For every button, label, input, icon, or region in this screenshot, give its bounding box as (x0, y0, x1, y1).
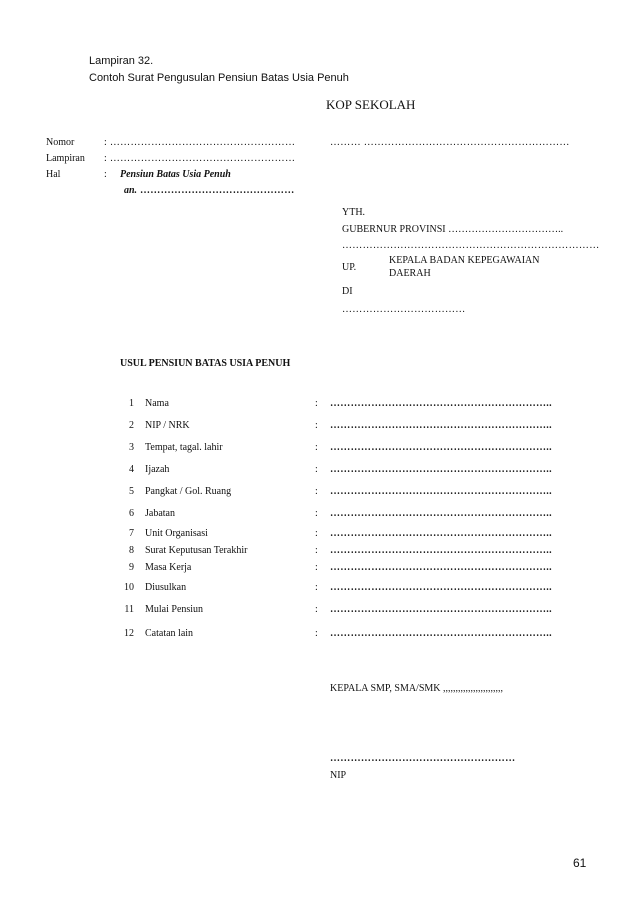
letterhead-placeholder: KOP SEKOLAH (326, 97, 416, 112)
row-number: 10 (124, 582, 134, 593)
row-number: 12 (124, 628, 134, 639)
recipient-yth: YTH. (342, 207, 366, 218)
row-colon: : (315, 582, 318, 593)
row-colon: : (315, 528, 318, 539)
row-value: ……………………………………………………….. (330, 464, 552, 475)
row-label: Ijazah (145, 464, 170, 475)
row-value: ……………………………………………………….. (330, 398, 552, 409)
attachment-number: Lampiran 32. (89, 55, 154, 67)
row-label: Masa Kerja (145, 562, 192, 573)
recipient-up-line1: KEPALA BADAN KEPEGAWAIAN (389, 255, 540, 266)
row-colon: : (315, 562, 318, 573)
row-value: ……………………………………………………….. (330, 420, 552, 431)
row-label: Catatan lain (145, 628, 194, 639)
page-number: 61 (573, 856, 587, 870)
row-colon: : (315, 508, 318, 519)
recipient-up-line2: DAERAH (389, 268, 431, 279)
row-label: Unit Organisasi (145, 528, 208, 539)
row-value: ……………………………………………………….. (330, 582, 552, 593)
row-colon: : (315, 442, 318, 453)
row-value: ……………………………………………………….. (330, 562, 552, 573)
row-colon: : (315, 545, 318, 556)
row-number: 4 (129, 464, 134, 475)
row-label: Jabatan (145, 508, 175, 519)
row-number: 3 (129, 442, 134, 453)
lampiran-field: : ……………………………………………… (104, 153, 296, 164)
row-label: NIP / NRK (145, 420, 190, 431)
row-colon: : (315, 464, 318, 475)
row-value: ……………………………………………………….. (330, 508, 552, 519)
hal-label: Hal (46, 169, 61, 180)
row-colon: : (315, 604, 318, 615)
row-label: Nama (145, 398, 169, 409)
row-value: ……………………………………………………….. (330, 545, 552, 556)
form-title: USUL PENSIUN BATAS USIA PENUH (120, 358, 291, 369)
an-label: an. (124, 185, 138, 196)
an-field: ……………………………………… (140, 185, 295, 196)
row-label: Surat Keputusan Terakhir (145, 545, 248, 556)
row-number: 6 (129, 508, 134, 519)
hal-colon: : (104, 169, 107, 180)
row-value: ……………………………………………………….. (330, 628, 552, 639)
recipient-up-label: UP. (342, 262, 357, 273)
signatory-nip: NIP (330, 770, 347, 781)
hal-value: Pensiun Batas Usia Penuh (120, 169, 231, 180)
row-label: Tempat, tagal. lahir (145, 442, 223, 453)
row-label: Mulai Pensiun (145, 604, 204, 615)
row-colon: : (315, 628, 318, 639)
signatory-name-line: ……………………………………………… (330, 753, 516, 764)
row-number: 11 (124, 604, 134, 615)
row-number: 2 (129, 420, 134, 431)
row-value: ……………………………………………………….. (330, 442, 552, 453)
signatory-title: KEPALA SMP, SMA/SMK ,,,,,,,,,,,,,,,,,,,,,,,, (330, 683, 504, 694)
date-field: ……… …………………………………………………… (330, 137, 570, 148)
recipient-governor: GUBERNUR PROVINSI …………………………….. (342, 224, 564, 235)
row-value: ……………………………………………………….. (330, 486, 552, 497)
row-number: 8 (129, 545, 134, 556)
document-heading: Contoh Surat Pengusulan Pensiun Batas Usia Penuh (89, 72, 349, 84)
recipient-di-line: ……………………………… (342, 304, 466, 315)
row-label: Pangkat / Gol. Ruang (145, 486, 232, 497)
row-number: 7 (129, 528, 134, 539)
recipient-line: ………………………………………………………………… (342, 240, 600, 251)
row-colon: : (315, 486, 318, 497)
row-number: 1 (129, 398, 134, 409)
recipient-di: DI (342, 286, 353, 297)
nomor-label: Nomor (46, 137, 75, 148)
nomor-field: : ……………………………………………… (104, 137, 296, 148)
row-colon: : (315, 398, 318, 409)
row-number: 5 (129, 486, 134, 497)
row-value: ……………………………………………………….. (330, 528, 552, 539)
row-value: ……………………………………………………….. (330, 604, 552, 615)
row-label: Diusulkan (145, 582, 187, 593)
lampiran-label: Lampiran (46, 153, 85, 164)
row-colon: : (315, 420, 318, 431)
row-number: 9 (129, 562, 134, 573)
